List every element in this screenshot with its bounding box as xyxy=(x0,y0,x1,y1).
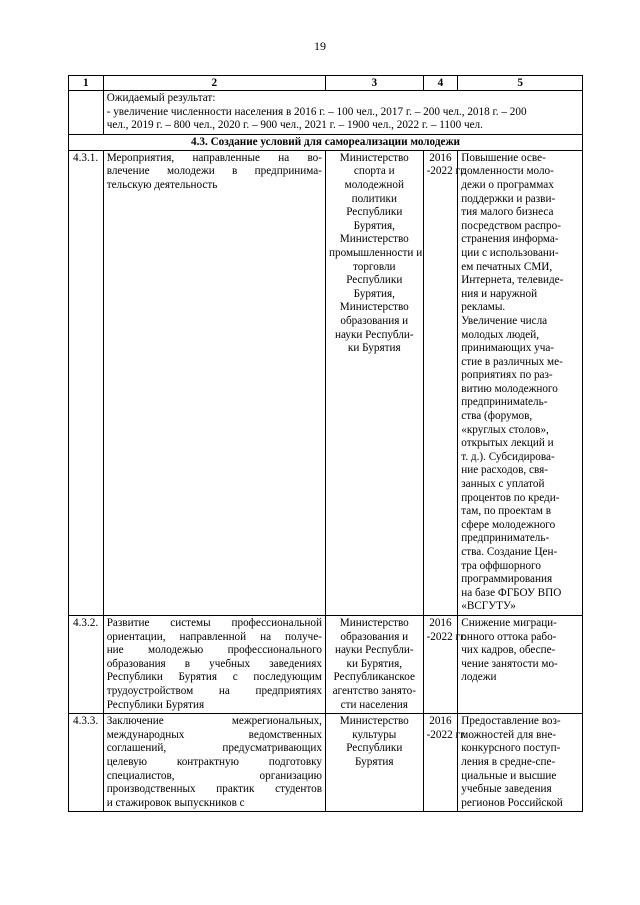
cell-line: влечение молодежи в предпринима- xyxy=(106,165,322,178)
cell-line: принимающих уча- xyxy=(461,342,555,355)
cell-line: ние расходов, свя- xyxy=(461,464,548,477)
period-cell xyxy=(423,615,467,713)
cell-line: тра оффшорного xyxy=(461,559,541,572)
cell-line: образования в учебных заведениях xyxy=(106,657,322,670)
cell-line: роприятиях по раз- xyxy=(461,369,553,382)
section-title: 4.3. Создание условий для самореализации молодежи xyxy=(69,134,583,150)
cell-line: лодежи xyxy=(461,671,497,684)
cell-line: Бурятия, xyxy=(353,219,395,232)
cell-line: посредством распро- xyxy=(461,219,561,232)
cell-line: промышленности и xyxy=(328,246,423,259)
executor-cell xyxy=(325,714,423,812)
row-number: 4.3.1. xyxy=(69,150,104,615)
cell-line: тия малого бизнеса xyxy=(461,206,554,219)
row-number: 4.3.3. xyxy=(69,714,104,812)
cell-line: политики xyxy=(351,192,397,205)
cell-line: открытых лекций и xyxy=(461,437,554,450)
program-table xyxy=(68,75,583,812)
cell-line: образования и xyxy=(340,314,409,327)
cell-line: витию молодежного xyxy=(461,382,558,395)
cell-line: Министерство xyxy=(339,715,409,728)
period-cell xyxy=(423,150,467,615)
cell-line: ориентации, направленной на получе- xyxy=(106,630,322,643)
cell-line: ние молодежью профессионального xyxy=(106,644,322,657)
cell-line: трудоустройством на предприятиях xyxy=(106,684,322,697)
cell-line: молодежной xyxy=(344,178,404,191)
cell-line: Бурятия, xyxy=(353,287,395,300)
cell-line: чих кадров, обеспе- xyxy=(461,644,556,657)
cell-line: Республики Бурятия с последующим xyxy=(106,671,322,684)
cell-line: Республики xyxy=(346,206,403,219)
cell-line: регионов Российской xyxy=(461,796,563,809)
empty-cell xyxy=(69,91,104,135)
cell-line: поддержки и разви- xyxy=(461,192,556,205)
cell-line: процентов по креди- xyxy=(461,491,560,504)
cell-line: Министерство xyxy=(339,301,409,314)
expected-result-row xyxy=(69,91,583,135)
cell-line: странения информа- xyxy=(461,233,559,246)
cell-line: ления в средне-спе- xyxy=(461,755,556,768)
column-header: 2 xyxy=(103,76,325,91)
cell-line: ции с использовани- xyxy=(461,246,559,259)
cell-line: Республики xyxy=(346,274,403,287)
cell-line: онного оттока рабо- xyxy=(461,630,557,643)
cell-line: т. д.). Субсидирова- xyxy=(461,450,555,463)
cell-line: Министерство xyxy=(339,233,409,246)
cell-line: предпринимaтель- xyxy=(461,532,550,545)
cell-line: и стажировок выпускников с xyxy=(106,796,245,809)
cell-line: спорта и xyxy=(353,165,395,178)
cell-line: Министерство xyxy=(339,151,409,164)
cell-line: конкурсного поступ- xyxy=(461,742,561,755)
expected-result-line: Ожидаемый результат: xyxy=(106,92,216,104)
expected-result-line: чел., 2019 г. – 800 чел., 2020 г. – 900 чел., 2021 г. – 1900 чел., 2022 г. – 1100 чел. xyxy=(106,119,483,132)
cell-line: молодых людей, xyxy=(461,328,540,341)
cell-line: ки Бурятия xyxy=(347,342,401,355)
cell-line: образования и xyxy=(340,630,409,643)
cell-line: занных с уплатой xyxy=(461,478,545,491)
cell-line: учебные заведения xyxy=(461,783,552,796)
cell-line: -2022 гг. xyxy=(426,728,467,741)
cell-line: Республики Бурятия xyxy=(106,698,205,711)
cell-line: сфере молодежного xyxy=(461,518,556,531)
cell-line: торговли xyxy=(353,260,396,273)
cell-line: специалистов, организацию xyxy=(106,769,322,782)
cell-line: 2016 xyxy=(429,616,452,629)
cell-line: науки Республи- xyxy=(334,328,414,341)
cell-line: предпринимatель- xyxy=(461,396,548,409)
cell-line: Увеличение числа xyxy=(461,314,548,327)
result-cell xyxy=(458,615,583,713)
cell-line: 2016 xyxy=(429,715,452,728)
cell-line: «круглых столов», xyxy=(461,423,549,436)
cell-line: Республиканское xyxy=(333,671,415,684)
cell-line: сти населения xyxy=(340,698,408,711)
page-number: 19 xyxy=(314,39,326,53)
cell-line: можностей для вне- xyxy=(461,728,557,741)
column-header: 1 xyxy=(69,76,104,91)
cell-line: агентство занято- xyxy=(332,684,416,697)
cell-line: Повышение осве- xyxy=(461,151,546,164)
cell-line: циальные и высшие xyxy=(461,769,557,782)
result-cell xyxy=(458,714,583,812)
measure-cell xyxy=(103,714,325,812)
cell-line: чение занятости мо- xyxy=(461,657,558,670)
cell-line: целевую контрактную подготовку xyxy=(106,755,322,768)
cell-line: Предоставление воз- xyxy=(461,715,561,728)
cell-line: Заключение межрегиональных, xyxy=(106,715,322,728)
cell-line: домленности моло- xyxy=(461,165,554,178)
section-title-row xyxy=(69,134,583,150)
cell-line: ки Бурятия, xyxy=(346,657,403,670)
table-row xyxy=(69,150,583,615)
column-header: 4 xyxy=(423,76,458,91)
cell-line: ем печатных СМИ, xyxy=(461,260,553,273)
measure-cell xyxy=(103,150,325,615)
cell-line: ства (форумов, xyxy=(461,410,533,423)
cell-line: ства. Создание Цен- xyxy=(461,546,558,558)
table-row xyxy=(69,615,583,713)
expected-result-text xyxy=(103,91,582,135)
cell-line: там, по проектам в xyxy=(461,505,552,518)
cell-line: производственных практик студентов xyxy=(106,783,322,796)
period-cell xyxy=(423,714,467,812)
table-header-row xyxy=(69,76,583,91)
cell-line: -2022 гг. xyxy=(426,630,467,643)
cell-line: тельскую деятельность xyxy=(106,178,218,191)
cell-line: международных ведомственных xyxy=(106,728,322,741)
cell-line: «ВСГУТУ» xyxy=(461,600,516,613)
table-row xyxy=(69,714,583,812)
cell-line: рекламы. xyxy=(461,301,506,314)
cell-line: Развитие системы профессиональной xyxy=(106,616,322,629)
column-header: 5 xyxy=(458,76,583,91)
expected-result-line: - увеличение численности населения в 2016 г. – 100 чел., 2017 г. – 200 чел., 2018 г. – 200 xyxy=(106,105,527,118)
cell-line: дежи о программах xyxy=(461,178,554,191)
cell-line: культуры xyxy=(352,728,397,741)
cell-line: -2022 гг. xyxy=(426,165,467,178)
cell-line: стие в различных ме- xyxy=(461,355,563,368)
row-number: 4.3.2. xyxy=(69,615,104,713)
measure-cell xyxy=(103,615,325,713)
executor-cell xyxy=(325,615,423,713)
cell-line: Республики xyxy=(346,742,403,755)
cell-line: ния и наружной xyxy=(461,287,538,300)
cell-line: соглашений, предусматривающих xyxy=(106,742,322,755)
cell-line: программирования xyxy=(461,573,553,586)
cell-line: на базе ФГБОУ ВПО xyxy=(461,586,562,599)
cell-line: 2016 xyxy=(429,151,452,164)
executor-cell xyxy=(325,150,423,615)
cell-line: Снижение миграци- xyxy=(461,616,557,629)
result-cell xyxy=(458,150,583,615)
cell-line: Министерство xyxy=(339,616,409,629)
cell-line: Интернета, телевиде- xyxy=(461,274,564,287)
cell-line: науки Республи- xyxy=(334,644,414,657)
column-header: 3 xyxy=(325,76,423,91)
cell-line: Бурятия xyxy=(355,755,394,768)
cell-line: Мероприятия, направленные на во- xyxy=(106,151,322,164)
